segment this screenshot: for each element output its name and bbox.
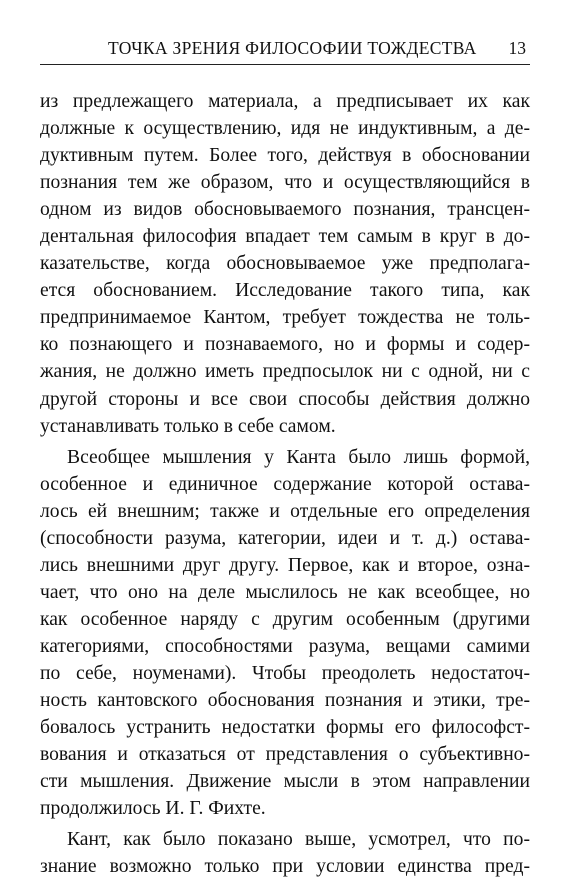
text-line: другой стороны и все свои способы действия должно (40, 388, 530, 410)
running-title: ТОЧКА ЗРЕНИЯ ФИЛОСОФИИ ТОЖДЕСТВА (108, 38, 477, 58)
text-line: предпринимаемое Кантом, требует тождества не толь- (40, 307, 530, 329)
text-line: вования и отказаться от представления о субъективно- (40, 744, 530, 766)
header-rule (40, 64, 530, 65)
running-header (40, 38, 530, 62)
text-line: ется обоснованием. Исследование такого типа, как (40, 280, 530, 302)
page-number: 13 (508, 38, 526, 58)
text-line: познания тем же образом, что и осуществляющийся в (40, 172, 530, 194)
paragraph-3 (40, 826, 530, 880)
text-line: Всеобщее мышления у Канта было лишь формой, (67, 446, 530, 468)
text-line: должные к осуществлению, идя не индуктивным, а де- (40, 118, 530, 140)
text-line: казательстве, когда обосновываемое уже предполага- (40, 253, 530, 275)
paragraph-1 (40, 88, 530, 440)
text-line: жания, не должно иметь предпосылок ни с одной, ни с (40, 361, 530, 383)
text-line: продолжилось И. Г. Фихте. (40, 798, 266, 820)
text-line: чает, что оно на деле мыслилось не как всеобщее, но (40, 581, 530, 603)
text-line: дентальная философия впадает тем самым в круг в до- (40, 226, 530, 248)
text-line: Кант, как было показано выше, усмотрел, что по- (67, 829, 530, 851)
text-line: категориями, способностями разума, вещами самими (40, 635, 530, 657)
text-line: лось ей внешним; также и отдельные его определения (40, 500, 530, 522)
text-line: знание возможно только при условии единства пред- (40, 856, 530, 878)
text-line: особенное и единичное содержание которой остава- (40, 473, 530, 495)
text-line: устанавливать только в себе самом. (40, 415, 336, 437)
text-line: по себе, ноуменами). Чтобы преодолеть недостаточ- (40, 662, 530, 684)
text-line: лись внешними друг другу. Первое, как и второе, озна- (40, 554, 530, 576)
text-line: (способности разума, категории, идеи и т. д.) остава- (40, 527, 530, 549)
text-line: дуктивным путем. Более того, действуя в обосновании (40, 145, 530, 167)
paragraph-2 (40, 444, 530, 823)
text-line: сти мышления. Движение мысли в этом направлении (40, 771, 530, 793)
text-line: как особенное наряду с другим особенным (другими (40, 608, 530, 630)
body-text (40, 88, 530, 880)
text-line: одном из видов обосновываемого познания, трансцен- (40, 199, 530, 221)
text-line: ко познающего и познаваемого, но и формы и содер- (40, 334, 530, 356)
text-line: ность кантовского обоснования познания и этики, тре- (40, 690, 530, 712)
text-line: бовалось устранить недостатки формы его философст- (40, 717, 530, 739)
text-line: из предлежащего материала, а предписывает их как (40, 91, 530, 112)
